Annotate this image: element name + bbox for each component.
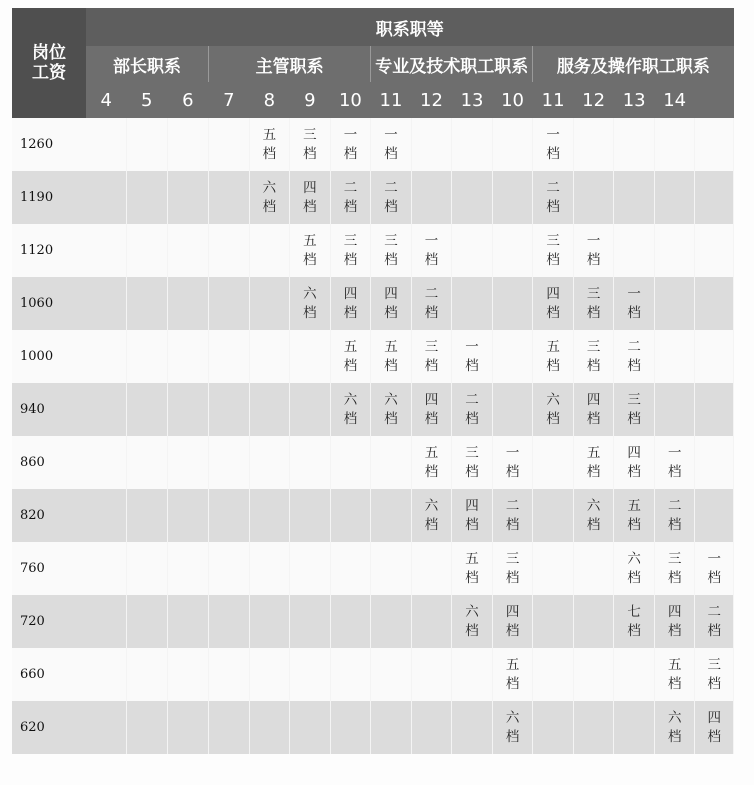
grade-cell (127, 648, 168, 701)
grade-cell (86, 542, 127, 595)
grade-cell: 六 档 (573, 489, 614, 542)
grade-cell (533, 648, 574, 701)
grade-cell: 三 档 (614, 383, 655, 436)
grade-cell: 二 档 (492, 489, 533, 542)
grade-cell: 四 档 (290, 171, 331, 224)
grade-cell (127, 171, 168, 224)
table-row (12, 648, 734, 701)
grade-cell: 五 档 (371, 330, 412, 383)
grade-cell (371, 489, 412, 542)
grade-cell (614, 118, 655, 171)
grade-cell (695, 436, 734, 489)
table-row (12, 542, 734, 595)
grade-cell: 一 档 (452, 330, 493, 383)
grade-cell (167, 489, 209, 542)
grade-cell (695, 489, 734, 542)
table-row (12, 330, 734, 383)
grade-cell (167, 701, 209, 754)
grade-cell (167, 171, 209, 224)
grade-cell: 三 档 (654, 542, 695, 595)
grade-cell (371, 595, 412, 648)
wage-cell: 820 (12, 489, 86, 542)
salary-grade-table (12, 8, 734, 754)
grade-cell (167, 224, 209, 277)
grade-cell (249, 701, 290, 754)
grade-cell (167, 330, 209, 383)
grade-cell (209, 489, 250, 542)
grade-cell (127, 118, 168, 171)
grade-cell: 六 档 (290, 277, 331, 330)
grade-cell (209, 436, 250, 489)
grade-cell (654, 383, 695, 436)
grade-cell (167, 383, 209, 436)
grade-header: 7 (209, 82, 250, 118)
group-header: 主管职系 (209, 46, 371, 82)
grade-cell: 四 档 (573, 383, 614, 436)
grade-cell (654, 330, 695, 383)
grade-cell (330, 489, 371, 542)
grade-cell (533, 489, 574, 542)
grade-cell: 三 档 (573, 330, 614, 383)
grade-cell (249, 224, 290, 277)
grade-cell (86, 118, 127, 171)
grade-cell (127, 489, 168, 542)
wage-cell: 940 (12, 383, 86, 436)
grade-cell (573, 171, 614, 224)
grade-cell (86, 171, 127, 224)
grade-cell (290, 330, 331, 383)
grade-cell (209, 277, 250, 330)
grade-cell: 六 档 (614, 542, 655, 595)
grade-cell: 五 档 (249, 118, 290, 171)
grade-cell (127, 436, 168, 489)
grade-cell: 七 档 (614, 595, 655, 648)
grade-cell (249, 489, 290, 542)
grade-cell (411, 648, 452, 701)
grade-cell (167, 542, 209, 595)
grade-cell (209, 383, 250, 436)
grade-cell (371, 648, 412, 701)
grade-cell (209, 224, 250, 277)
grade-cell: 六 档 (330, 383, 371, 436)
grade-cell (452, 701, 493, 754)
grade-cell (492, 383, 533, 436)
grade-cell (695, 330, 734, 383)
grade-cell: 二 档 (371, 171, 412, 224)
header-corner (12, 8, 86, 118)
wage-cell: 1190 (12, 171, 86, 224)
grade-cell (127, 224, 168, 277)
grade-cell: 一 档 (371, 118, 412, 171)
grade-cell: 三 档 (371, 224, 412, 277)
grade-header: 10 (330, 82, 371, 118)
grade-cell: 五 档 (614, 489, 655, 542)
grade-cell (209, 595, 250, 648)
grade-cell (290, 648, 331, 701)
grade-cell (695, 224, 734, 277)
grade-cell (290, 701, 331, 754)
grade-cell (573, 648, 614, 701)
grade-cell (452, 171, 493, 224)
grade-cell: 一 档 (330, 118, 371, 171)
grade-cell (167, 277, 209, 330)
grade-cell (86, 489, 127, 542)
grade-header: 13 (614, 82, 655, 118)
grade-cell (127, 701, 168, 754)
grade-cell (167, 595, 209, 648)
grade-cell (411, 118, 452, 171)
table-row (12, 224, 734, 277)
grade-header: 5 (127, 82, 168, 118)
grade-cell: 四 档 (614, 436, 655, 489)
grade-cell (86, 224, 127, 277)
wage-cell: 760 (12, 542, 86, 595)
grade-cell (492, 277, 533, 330)
grade-cell (452, 648, 493, 701)
grade-cell (290, 542, 331, 595)
grade-header: 14 (654, 82, 695, 118)
grade-cell: 三 档 (533, 224, 574, 277)
grade-cell: 三 档 (492, 542, 533, 595)
grade-cell: 二 档 (411, 277, 452, 330)
grade-cell (167, 436, 209, 489)
grade-cell (290, 595, 331, 648)
grade-cell (492, 330, 533, 383)
table-row (12, 489, 734, 542)
grade-cell (167, 118, 209, 171)
grade-cell (127, 542, 168, 595)
grade-cell (411, 542, 452, 595)
grade-header: 4 (86, 82, 127, 118)
grade-cell: 一 档 (654, 436, 695, 489)
grade-cell (614, 701, 655, 754)
group-header: 专业及技术职工职系 (371, 46, 533, 82)
group-header: 部长职系 (86, 46, 209, 82)
grade-cell: 一 档 (411, 224, 452, 277)
grade-cell (209, 542, 250, 595)
grade-cell (249, 383, 290, 436)
corner-line-1: 岗位 (31, 43, 66, 63)
grade-cell (695, 171, 734, 224)
grade-cell (249, 436, 290, 489)
grade-cell: 三 档 (290, 118, 331, 171)
grade-cell (127, 277, 168, 330)
grade-cell (411, 701, 452, 754)
grade-cell (330, 701, 371, 754)
grade-cell: 四 档 (411, 383, 452, 436)
grade-cell (492, 224, 533, 277)
grade-cell (127, 383, 168, 436)
header-title: 职系职等 (86, 8, 734, 46)
grade-cell (209, 701, 250, 754)
grade-cell (411, 171, 452, 224)
grade-cell: 五 档 (411, 436, 452, 489)
grade-header (695, 82, 734, 118)
grade-cell: 三 档 (330, 224, 371, 277)
grade-cell (330, 648, 371, 701)
grade-cell (86, 277, 127, 330)
group-header: 服务及操作职工职系 (533, 46, 734, 82)
grade-cell: 五 档 (573, 436, 614, 489)
grade-cell (330, 436, 371, 489)
grade-cell (330, 595, 371, 648)
grade-cell (249, 648, 290, 701)
grade-cell: 四 档 (654, 595, 695, 648)
grade-cell: 一 档 (614, 277, 655, 330)
grade-cell (209, 330, 250, 383)
grade-cell (614, 224, 655, 277)
grade-cell (86, 330, 127, 383)
grade-cell (86, 701, 127, 754)
grade-header: 11 (533, 82, 574, 118)
grade-header: 10 (492, 82, 533, 118)
grade-cell (533, 436, 574, 489)
grade-cell (533, 595, 574, 648)
grade-cell (695, 277, 734, 330)
grade-cell (209, 118, 250, 171)
grade-cell (127, 330, 168, 383)
grade-header: 9 (290, 82, 331, 118)
grade-cell (654, 118, 695, 171)
grade-cell: 六 档 (492, 701, 533, 754)
grade-cell (492, 171, 533, 224)
wage-cell: 1060 (12, 277, 86, 330)
table-row (12, 118, 734, 171)
grade-cell (209, 648, 250, 701)
grade-cell (452, 224, 493, 277)
wage-cell: 1000 (12, 330, 86, 383)
grade-cell (654, 277, 695, 330)
grade-cell (86, 383, 127, 436)
grade-cell (330, 542, 371, 595)
grade-cell: 二 档 (452, 383, 493, 436)
grade-cell: 一 档 (695, 542, 734, 595)
corner-line-2: 工资 (31, 63, 66, 83)
grade-cell: 六 档 (411, 489, 452, 542)
grade-cell (452, 277, 493, 330)
grade-cell: 六 档 (371, 383, 412, 436)
grade-cell: 五 档 (492, 648, 533, 701)
grade-cell (533, 701, 574, 754)
grade-cell: 五 档 (452, 542, 493, 595)
grade-cell (573, 542, 614, 595)
grade-cell: 四 档 (492, 595, 533, 648)
grade-cell: 四 档 (695, 701, 734, 754)
grade-cell (452, 118, 493, 171)
grade-cell (249, 595, 290, 648)
grade-cell: 四 档 (452, 489, 493, 542)
grade-cell: 四 档 (533, 277, 574, 330)
grade-cell (209, 171, 250, 224)
table-row (12, 701, 734, 754)
grade-cell (290, 489, 331, 542)
grade-cell (249, 277, 290, 330)
grade-cell: 六 档 (249, 171, 290, 224)
grade-cell: 五 档 (330, 330, 371, 383)
grade-cell (492, 118, 533, 171)
grade-cell (86, 595, 127, 648)
grade-header: 11 (371, 82, 412, 118)
grade-cell: 一 档 (573, 224, 614, 277)
grade-cell (371, 436, 412, 489)
wage-cell: 1120 (12, 224, 86, 277)
table-row (12, 171, 734, 224)
grade-cell (249, 542, 290, 595)
grade-header: 6 (167, 82, 209, 118)
grade-cell (290, 436, 331, 489)
grade-cell (411, 595, 452, 648)
grade-cell: 二 档 (614, 330, 655, 383)
grade-header: 12 (573, 82, 614, 118)
wage-cell: 660 (12, 648, 86, 701)
grade-cell: 二 档 (695, 595, 734, 648)
grade-cell: 五 档 (654, 648, 695, 701)
grade-cell (167, 648, 209, 701)
table-row (12, 436, 734, 489)
grade-cell: 六 档 (654, 701, 695, 754)
grade-cell (573, 118, 614, 171)
grade-cell (695, 383, 734, 436)
grade-cell (86, 436, 127, 489)
grade-cell (654, 224, 695, 277)
wage-cell: 620 (12, 701, 86, 754)
grade-cell (654, 171, 695, 224)
table-row (12, 383, 734, 436)
grade-cell: 二 档 (654, 489, 695, 542)
grade-cell: 六 档 (533, 383, 574, 436)
grade-cell: 二 档 (533, 171, 574, 224)
grade-cell: 六 档 (452, 595, 493, 648)
grade-header: 8 (249, 82, 290, 118)
grade-cell: 一 档 (492, 436, 533, 489)
grade-cell (614, 171, 655, 224)
grade-cell (533, 542, 574, 595)
grade-header: 13 (452, 82, 493, 118)
grade-cell (127, 595, 168, 648)
grade-cell (695, 118, 734, 171)
table-row (12, 595, 734, 648)
grade-cell: 三 档 (573, 277, 614, 330)
wage-cell: 1260 (12, 118, 86, 171)
wage-cell: 860 (12, 436, 86, 489)
grade-cell: 三 档 (411, 330, 452, 383)
grade-cell (371, 701, 412, 754)
grade-cell: 五 档 (290, 224, 331, 277)
table-row (12, 277, 734, 330)
grade-cell: 四 档 (330, 277, 371, 330)
grade-cell (249, 330, 290, 383)
grade-cell: 四 档 (371, 277, 412, 330)
grade-cell (86, 648, 127, 701)
grade-cell: 二 档 (330, 171, 371, 224)
grade-cell: 五 档 (533, 330, 574, 383)
grade-cell: 三 档 (452, 436, 493, 489)
grade-cell (573, 595, 614, 648)
wage-cell: 720 (12, 595, 86, 648)
grade-cell (290, 383, 331, 436)
grade-header: 12 (411, 82, 452, 118)
grade-cell (573, 701, 614, 754)
grade-cell (371, 542, 412, 595)
grade-cell: 三 档 (695, 648, 734, 701)
grade-cell: 一 档 (533, 118, 574, 171)
grade-cell (614, 648, 655, 701)
